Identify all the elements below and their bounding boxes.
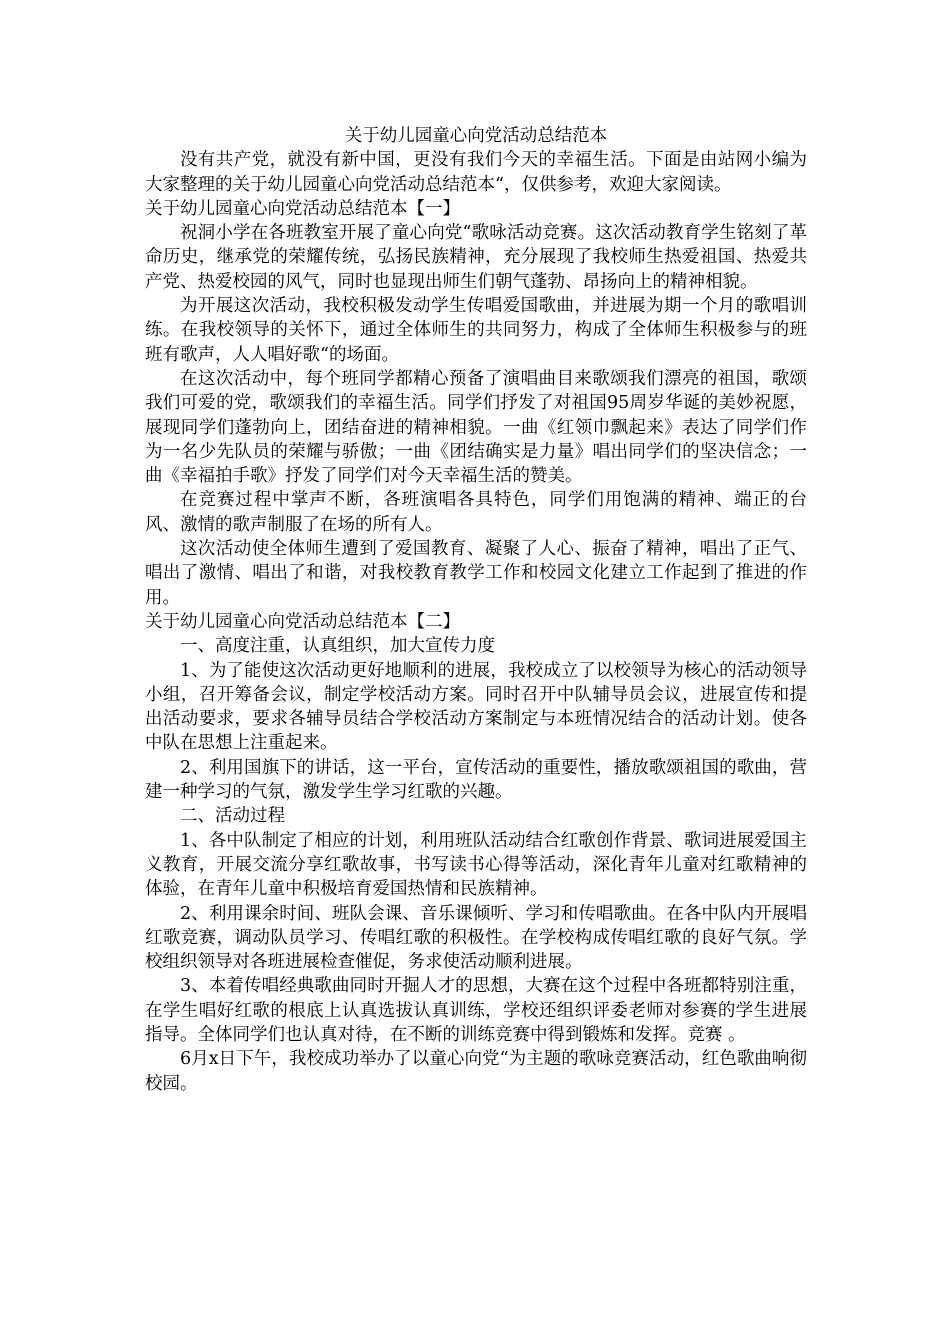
paragraph: 2、利用国旗下的讲话，这一平台，宣传活动的重要性，播放歌颂祖国的歌曲，营建一种学习的气氛，激发学生学习红歌的兴趣。 — [145, 757, 807, 803]
paragraph: 这次活动使全体师生遭到了爱国教育、凝聚了人心、振奋了精神，唱出了正气、唱出了激情、唱出了和谐，对我校教育教学工作和校园文化建立工作起到了推进的作用。 — [145, 539, 807, 608]
section-heading: 关于幼儿园童心向党活动总结范本【二】 — [145, 611, 460, 632]
paragraph: 没有共产党，就没有新中国，更没有我们今天的幸福生活。下面是由站网小编为大家整理的关于幼儿园童心向党活动总结范本“，仅供参考，欢迎大家阅读。 — [145, 150, 807, 195]
paragraph: 在这次活动中，每个班同学都精心预备了演唱曲目来歌颂我们漂亮的祖国，歌颂我们可爱的党，歌颂我们的幸福生活。同学们抒发了对祖国95周岁华诞的美妙祝愿，展现同学们蓬勃向上，团结奋进的精神相貌。一曲《红领巾飘起来》表达了同学们作为一名少先队员的荣耀与骄傲；一曲《团结确实是力量》唱出同学们的坚决信念；一曲《幸福拍手歌》抒发了同学们对今天幸福生活的赞美。 — [145, 368, 807, 487]
paragraph: 祝洞小学在各班教室开展了童心向党“歌咏活动竞赛。这次活动教育学生铭刻了革命历史，继承党的荣耀传统，弘扬民族精神，充分展现了我校师生热爱祖国、热爱共产党、热爱校园的风气，同时也显现出师生们朝气蓬勃、昂扬向上的精神相貌。 — [145, 223, 807, 292]
paragraph: 二、活动过程 — [180, 806, 285, 827]
paragraph: 6月x日下午，我校成功举办了以童心向党“为主题的歌咏竞赛活动，红色歌曲响彻校园。 — [145, 1049, 807, 1094]
paragraph: 在竞赛过程中掌声不断，各班演唱各具特色，同学们用饱满的精神、端正的台风、激情的歌声制服了在场的所有人。 — [145, 490, 807, 535]
section-heading: 关于幼儿园童心向党活动总结范本【一】 — [145, 198, 460, 219]
document-body — [145, 148, 807, 1096]
paragraph: 3、本着传唱经典歌曲同时开掘人才的思想，大赛在这个过程中各班都特别注重，在学生唱好红歌的根底上认真选拔认真训练，学校还组织评委老师对参赛的学生进展指导。全体同学们也认真对待，在不断的训练竞赛中得到锻炼和发挥。竞赛 。 — [145, 976, 807, 1045]
document-title: 关于幼儿园童心向党活动总结范本 — [344, 126, 608, 146]
document-page — [145, 124, 807, 1096]
paragraph: 一、高度注重，认真组织，加大宣传力度 — [180, 636, 495, 657]
paragraph: 1、为了能使这次活动更好地顺利的进展，我校成立了以校领导为核心的活动领导小组，召开筹备会议，制定学校活动方案。同时召开中队辅导员会议，进展宣传和提出活动要求，要求各辅导员结合学校活动方案制定与本班情况结合的活动计划。使各中队在思想上注重起来。 — [145, 660, 807, 754]
paragraph: 为开展这次活动，我校积极发动学生传唱爱国歌曲，并进展为期一个月的歌唱训练。在我校领导的关怀下，通过全体师生的共同努力，构成了全体师生积极参与的班班有歌声，人人唱好歌“的场面。 — [145, 296, 807, 365]
paragraph: 2、利用课余时间、班队会课、音乐课倾听、学习和传唱歌曲。在各中队内开展唱红歌竞赛，调动队员学习、传唱红歌的积极性。在学校构成传唱红歌的良好气氛。学校组织领导对各班进展检查催促，务求使活动顺利进展。 — [145, 903, 807, 973]
paragraph: 1、各中队制定了相应的计划，利用班队活动结合红歌创作背景、歌词进展爱国主义教育，开展交流分享红歌故事，书写读书心得等活动，深化青年儿童对红歌精神的体验，在青年儿童中积极培育爱国热情和民族精神。 — [145, 830, 807, 900]
